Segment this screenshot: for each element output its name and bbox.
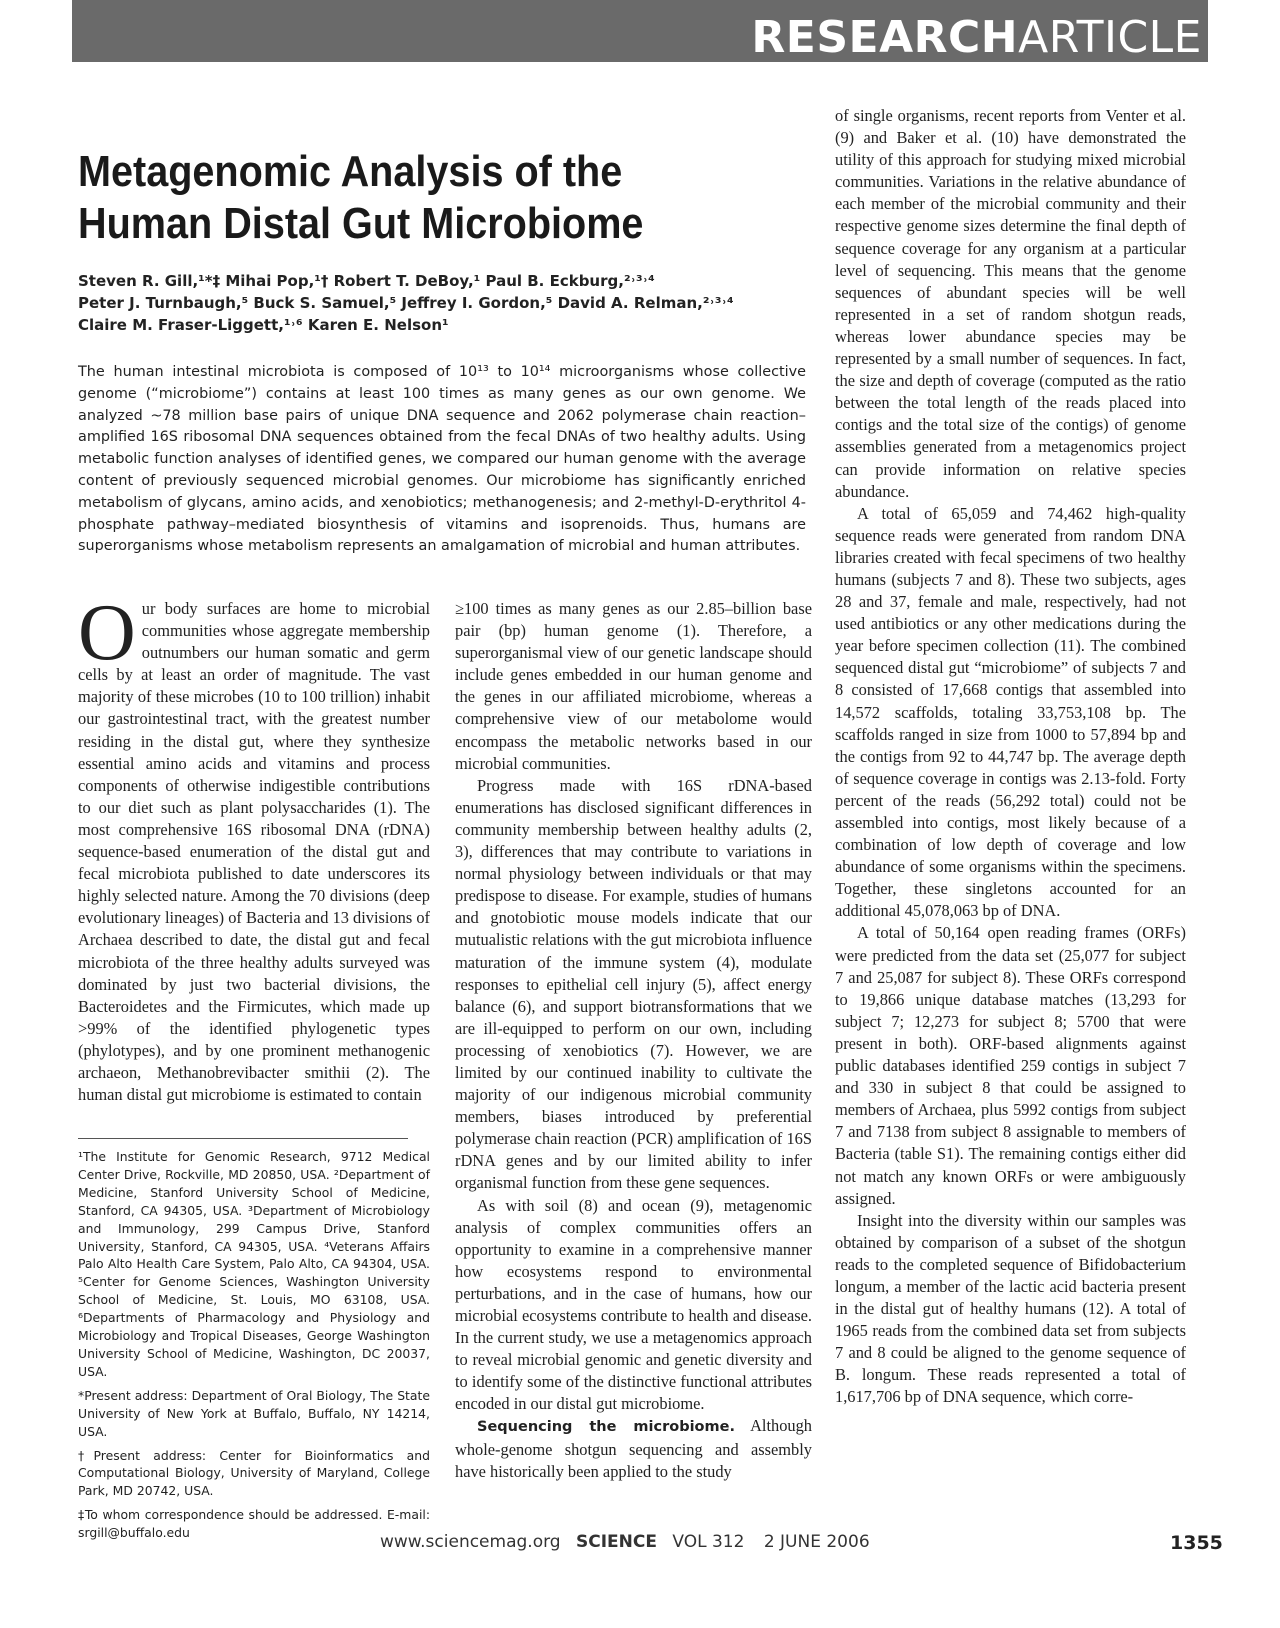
section-label xyxy=(751,14,1202,62)
section-label-article: ARTICLE xyxy=(1018,12,1202,63)
section-subhead: Sequencing the microbiome. xyxy=(477,1419,735,1436)
journal-name: SCIENCE xyxy=(575,1532,657,1552)
affiliations-note: ¹The Institute for Genomic Research, 9712 Medical Center Drive, Rockville, MD 20850, USA. ²Department of Medicine, Stanford University School of Medicine, Stanford, CA 94305, USA. ³Department of Microbiology and Immunology, 299 Campus Drive, Stanford University, Stanford, CA 94305, USA. ⁴Veterans Affairs Palo Alto Health Care System, Palo Alto, CA 94304, USA. ⁵Center for Genome Sciences, Washington University School of Medicine, St. Louis, MO 63108, USA. ⁶Departments of Pharmacology and Physiology and Microbiology and Tropical Diseases, George Washington University School of Medicine, Washington, DC 20037, USA. xyxy=(78,1149,430,1379)
issue-date: 2 JUNE 2006 xyxy=(763,1532,870,1552)
body-paragraph: ≥100 times as many genes as our 2.85–billion base pair (bp) human genome (1). Therefore, a superorganismal view of our genetic landscape should include genes embedded in our human genome and the genes in our affiliated microbiome, whereas a comprehensive view of our metabolome would encompass the metabolic networks based in our microbial communities. xyxy=(455,599,812,773)
present-address-note: *Present address: Department of Oral Biology, The State University of New York at Buffalo, Buffalo, NY 14214, USA. xyxy=(78,1387,430,1439)
body-paragraph xyxy=(455,1415,812,1482)
page-footer xyxy=(0,1532,1280,1562)
body-paragraph: As with soil (8) and ocean (9), metagenomic analysis of complex communities offers an opportunity to examine in a comprehensive manner how ecosystems respond to environmental perturbations, and in the case of humans, how our microbial ecosystems contribute to health and disease. In the current study, we use a metagenomics approach to reveal microbial genomic and genetic diversity and to identify some of the distinctive functional attributes encoded in our distal gut microbiome. xyxy=(455,1195,812,1414)
author-line: Peter J. Turnbaugh,⁵ Buck S. Samuel,⁵ Jeffrey I. Gordon,⁵ David A. Relman,²˒³˒⁴ xyxy=(78,294,734,312)
author-line: Claire M. Fraser-Liggett,¹˒⁶ Karen E. Nelson¹ xyxy=(78,316,449,334)
footer-info xyxy=(380,1532,870,1552)
footnote-divider xyxy=(78,1138,408,1139)
present-address-note: †Present address: Center for Bioinformatics and Computational Biology, University of Maryland, College Park, MD 20742, USA. xyxy=(78,1447,430,1499)
paragraph-text: ur body surfaces are home to microbial communities whose aggregate membership outnumbers our human somatic and germ cells by at least an order of magnitude. The vast majority of these microbes (10 to 100 trillion) inhabit our gastrointestinal tract, with the greatest number residing in the distal gut, where they synthesize essential amino acids and vitamins and process components of otherwise indigestible contributions to our diet such as plant polysaccharides (1). The most comprehensive 16S ribosomal DNA (rDNA) sequence-based enumeration of the distal gut and fecal microbiota published to date underscores its highly selected nature. Among the 70 divisions (deep evolutionary lineages) of Bacteria and 13 divisions of Archaea described to date, the distal gut and fecal microbiota of the three healthy adults surveyed was dominated by just two bacterial divisions, the Bacteroidetes and the Firmicutes, which made up >99% of the identified phylogenetic types (phylotypes), and by one prominent methanogenic archaeon, Methanobrevibacter smithii (2). The human distal gut microbiome is estimated to contain xyxy=(78,599,430,1105)
section-label-research: RESEARCH xyxy=(751,12,1019,63)
volume-number: VOL 312 xyxy=(672,1532,745,1552)
body-paragraph: Insight into the diversity within our samples was obtained by comparison of a subset of the shotgun reads to the completed sequence of Bifidobacterium longum, a member of the lactic acid bacteria present in the distal gut of healthy humans (12). A total of 1965 reads from the combined data set from subjects 7 and 8 could be aligned to the genome sequence of B. longum. These reads represented a total of 1,617,706 bp of DNA sequence, which corre- xyxy=(835,1210,1186,1407)
body-column-1 xyxy=(78,589,430,1106)
body-column-3 xyxy=(835,105,1186,1409)
body-paragraph: A total of 50,164 open reading frames (ORFs) were predicted from the data set (25,077 for subject 7 and 25,087 for subject 8). These ORFs correspond to 19,866 unique database matches (13,293 for subject 7; 12,273 for subject 8; 5700 that were present in both). ORF-based alignments against public databases identified 259 contigs in subject 7 and 330 in subject 8 that could be assigned to members of Archaea, plus 5992 contigs from subject 7 and 7138 from subject 8 assignable to members of Bacteria (table S1). The remaining contigs either did not match any known ORFs or were ambiguously assigned. xyxy=(835,923,1186,1208)
body-column-2 xyxy=(455,598,812,1483)
body-paragraph: A total of 65,059 and 74,462 high-quality sequence reads were generated from random DNA libraries created with fecal specimens of two healthy humans (subjects 7 and 8). These two subjects, ages 28 and 37, female and male, respectively, had not used antibiotics or any other medications during the year before specimen collection (11). The combined sequenced distal gut “microbiome” of subjects 7 and 8 consisted of 17,668 contigs that assembled into 14,572 scaffolds, totaling 33,753,108 bp. The scaffolds ranged in size from 1000 to 57,894 bp and the contigs from 92 to 44,747 bp. The average depth of sequence coverage in contigs was 2.13-fold. Forty percent of the reads (56,292 total) could not be assembled into contigs, most likely because of a combination of low depth of coverage and low abundance of some organisms within the specimens. Together, these singletons accounted for an additional 45,078,063 bp of DNA. xyxy=(835,503,1186,921)
author-list xyxy=(78,270,798,336)
page-number: 1355 xyxy=(1170,1532,1223,1554)
author-line: Steven R. Gill,¹*‡ Mihai Pop,¹† Robert T. DeBoy,¹ Paul B. Eckburg,²˒³˒⁴ xyxy=(78,272,655,290)
body-paragraph: of single organisms, recent reports from Venter et al. (9) and Baker et al. (10) have demonstrated the utility of this approach for studying mixed microbial communities. Variations in the relative abundance of each member of the microbial community and their respective genome sizes determine the final depth of sequence coverage for any organism at a particular level of sequencing. This means that the genome sequences of abundant species will be well represented in a set of random shotgun reads, whereas lower abundance species may be represented by a small number of sequences. In fact, the size and depth of coverage (computed as the ratio between the total length of the reads placed into contigs and the total size of the contigs) of genome assemblies generated from a metagenomics project can provide information on relative species abundance. xyxy=(835,106,1186,501)
footnotes xyxy=(78,1148,430,1548)
article-title: Metagenomic Analysis of the Human Distal Gut Microbiome xyxy=(78,147,644,248)
journal-url: www.sciencemag.org xyxy=(380,1532,561,1552)
correspondence-note: ‡To whom correspondence should be addressed. E-mail: srgill@buffalo.edu xyxy=(78,1507,430,1541)
paragraph-text: Although whole-genome shotgun sequencing and assembly have historically been applied to the study xyxy=(455,1416,812,1481)
drop-cap: O xyxy=(78,589,136,677)
abstract: The human intestinal microbiota is composed of 10¹³ to 10¹⁴ microorganisms whose collective genome (“microbiome”) contains at least 100 times as many genes as our own genome. We analyzed ~78 million base pairs of unique DNA sequence and 2062 polymerase chain reaction–amplified 16S ribosomal DNA sequences obtained from the fecal DNAs of two healthy adults. Using metabolic function analyses of identified genes, we compared our human genome with the average content of previously sequenced microbial genomes. Our microbiome has significantly enriched metabolism of glycans, amino acids, and xenobiotics; methanogenesis; and 2-methyl-D-erythritol 4-phosphate pathway–mediated biosynthesis of vitamins and isoprenoids. Thus, humans are superorganisms whose metabolism represents an amalgamation of microbial and human attributes. xyxy=(78,364,806,555)
body-paragraph: Progress made with 16S rDNA-based enumerations has disclosed significant differences in community membership between healthy adults (2, 3), differences that may contribute to variations in normal physiology between individuals or that may predispose to disease. For example, studies of humans and gnotobiotic mouse models indicate that our mutualistic relations with the gut microbiota influence maturation of the immune system (4), modulate responses to epithelial cell injury (5), affect energy balance (6), and support biotransformations that we are ill-equipped to perform on our own, including processing of xenobiotics (7). However, we are limited by our continued inability to cultivate the majority of our indigenous microbial community members, biases introduced by preferential polymerase chain reaction (PCR) amplification of 16S rDNA genes and by our limited ability to infer organismal function from these gene sequences. xyxy=(455,775,812,1193)
body-paragraph xyxy=(78,589,430,1106)
